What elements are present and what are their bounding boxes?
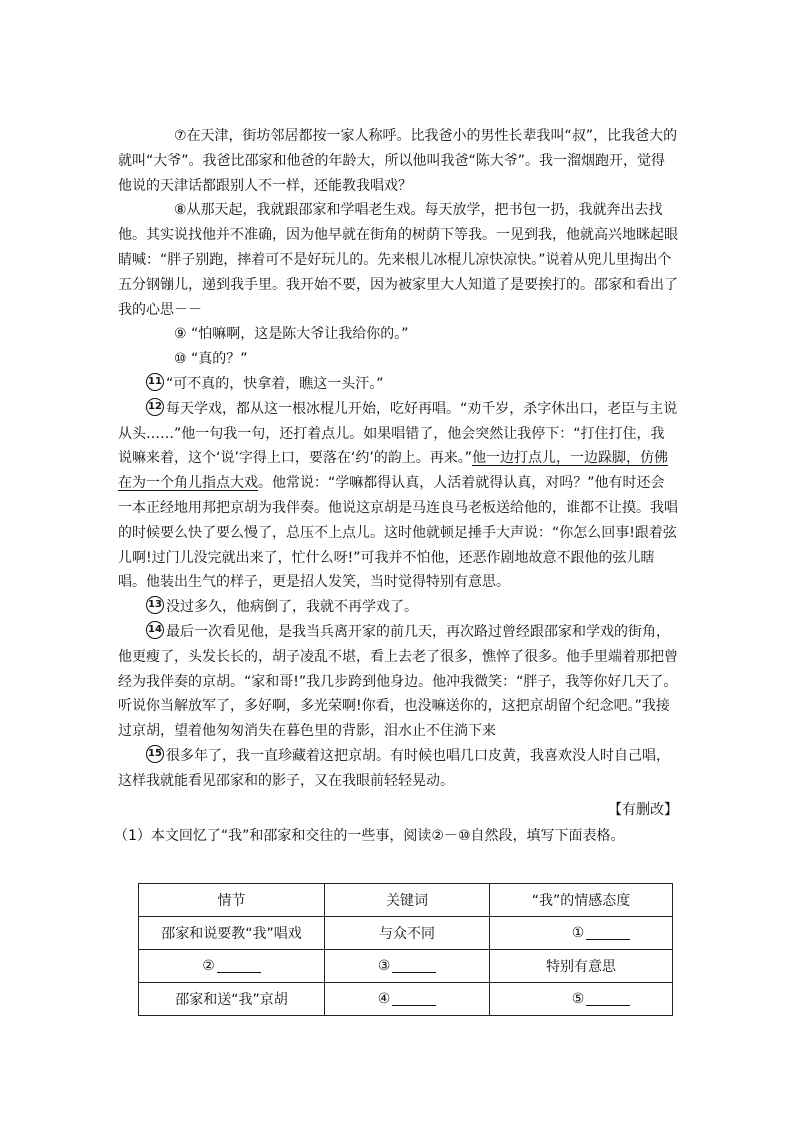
paragraph-number: 14 [146, 621, 164, 639]
blank-label: ② [202, 958, 215, 974]
cell-keyword: 与众不同 [325, 917, 490, 950]
paragraph-number: ⑨ [174, 326, 187, 343]
paragraph-14 [118, 620, 678, 744]
question-1: （1）本文回忆了“我”和邵家和交往的一些事，阅读②－⑩自然段，填写下面表格。 [114, 827, 625, 844]
paragraph-15 [118, 744, 678, 794]
answer-blank-5[interactable] [586, 991, 630, 1006]
table-header-row [139, 884, 673, 917]
blank-label: ④ [377, 991, 391, 1007]
cell-attitude [490, 917, 673, 950]
paragraph-text: 没过多久，他病倒了，我就不再学戏了。 [166, 599, 418, 616]
paragraph-10 [118, 347, 678, 372]
cell-plot: 邵家和说要教“我”唱戏 [139, 917, 325, 950]
answer-blank-2[interactable] [217, 958, 261, 973]
paragraph-text: 最后一次看见他，是我当兵离开家的前几天，再次路过曾经跟邵家和学戏的街角，他更瘦了，头发长长的，胡子凌乱不堪，看上去老了很多，憔悴了很多。他手里端着那把曾经为我伴奏的京胡。“家和哥!”我几步跨到他身边。他冲我微笑：“胖子，我等你好几天了。听说你当解放军了，多好啊，多光荣啊!你看，也没嘛送你的，这把京胡留个纪念吧。”我接过京胡，望着他匆匆消失在暮色里的背影，泪水止不住淌下来 [118, 623, 678, 740]
paragraph-text: 很多年了，我一直珍藏着这把京胡。有时候也唱几口皮黄，我喜欢没人时自己唱，这样我就能看见邵家和的影子，又在我眼前轻轻晃动。 [118, 747, 670, 789]
paragraph-number: 15 [146, 745, 164, 763]
cell-attitude: 特别有意思 [490, 950, 673, 983]
header-keyword: 关键词 [325, 884, 490, 917]
header-attitude: “我”的情感态度 [490, 884, 673, 917]
cell-plot [139, 950, 325, 983]
cell-keyword [325, 983, 490, 1016]
answer-table [138, 883, 673, 1016]
paragraph-text: 在天津，街坊邻居都按一家人称呼。比我爸小的男性长辈我叫“叔”，比我爸大的就叫“大爷”。我爸比邵家和他爸的年龄大，所以他叫我爸“陈大爷”。我一溜烟跑开，觉得他说的天津话都跟别人不一样，还能教我唱戏？ [118, 128, 678, 194]
blank-label: ⑤ [571, 991, 585, 1007]
blank-label: ① [571, 925, 585, 941]
paragraph-number: 12 [146, 398, 164, 416]
answer-blank-1[interactable] [586, 925, 630, 940]
passage [114, 124, 678, 848]
paragraph-text: “真的？” [191, 351, 248, 368]
cell-plot: 邵家和送“我”京胡 [139, 983, 325, 1016]
source-note: 【有删改】 [608, 801, 678, 818]
answer-blank-3[interactable] [392, 958, 436, 973]
paragraph-7 [118, 124, 678, 198]
blank-label: ③ [377, 958, 391, 974]
paragraph-number: 13 [146, 596, 164, 614]
header-plot: 情节 [139, 884, 325, 917]
paragraph-text: 每天学戏，都从这一根冰棍儿开始，吃好再唱。“劝千岁，杀字休出口，老臣与主说从头……”他一句我一句，还打着点儿。如果唱错了，他会突然让我停下：“打住打住，我说嘛来着，这个‘说’字得上口，要落在‘约’的韵上。再来。” [118, 400, 678, 467]
table-row [139, 983, 673, 1016]
paragraph-12 [118, 397, 678, 595]
paragraph-number: ⑩ [174, 351, 187, 368]
paragraph-number: ⑧ [174, 202, 187, 219]
paragraph-text: 从那天起，我就跟邵家和学唱老生戏。每天放学，把书包一扔，我就奔出去找他。其实说找他并不准确，因为他早就在街角的树荫下等我。一见到我，他就高兴地眯起眼睛喊：“胖子别跑，摔着可不是好玩儿的。先来根儿冰棍儿凉快凉快。”说着从兜儿里掏出个五分钢镚儿，递到我手里。我开始不要，因为被家里大人知道了是要挨打的。邵家和看出了我的心思－－ [118, 202, 678, 318]
underlined-sentence: 他一边打点儿，一边跺脚，仿佛在为一个角儿指点大戏 [118, 450, 669, 492]
paragraph-13 [118, 595, 678, 620]
paragraph-9 [118, 322, 678, 347]
cell-keyword [325, 950, 490, 983]
paragraph-number: ⑦ [174, 128, 187, 144]
paragraph-8 [118, 198, 678, 322]
table-row [139, 917, 673, 950]
cell-attitude [490, 983, 673, 1016]
paragraph-text-cont: 。他常说：“学嘛都得认真，人活着就得认真，对吗？”他有时还会一本正经地用邦把京胡为我伴奏。他说这京胡是马连良马老板送给他的，谁都不让摸。我唱的时候要么快了要么慢了，总压不上点儿。这时他就顿足捶手大声说：“你怎么回事!跟着弦儿啊!过门儿没完就出来了，忙什么呀!”可我并不怕他，还恶作剧地故意不跟他的弦儿瞎唱。他装出生气的样子，更是招人发笑，当时觉得特别有意思。 [118, 475, 678, 591]
table-row [139, 950, 673, 983]
paragraph-text: “怕嘛啊，这是陈大爷让我给你的。” [191, 326, 409, 343]
paragraph-11 [118, 372, 678, 397]
paragraph-number: 11 [146, 373, 164, 391]
paragraph-text: “可不真的，快拿着，瞧这一头汗。” [166, 375, 384, 392]
answer-blank-4[interactable] [392, 991, 436, 1006]
